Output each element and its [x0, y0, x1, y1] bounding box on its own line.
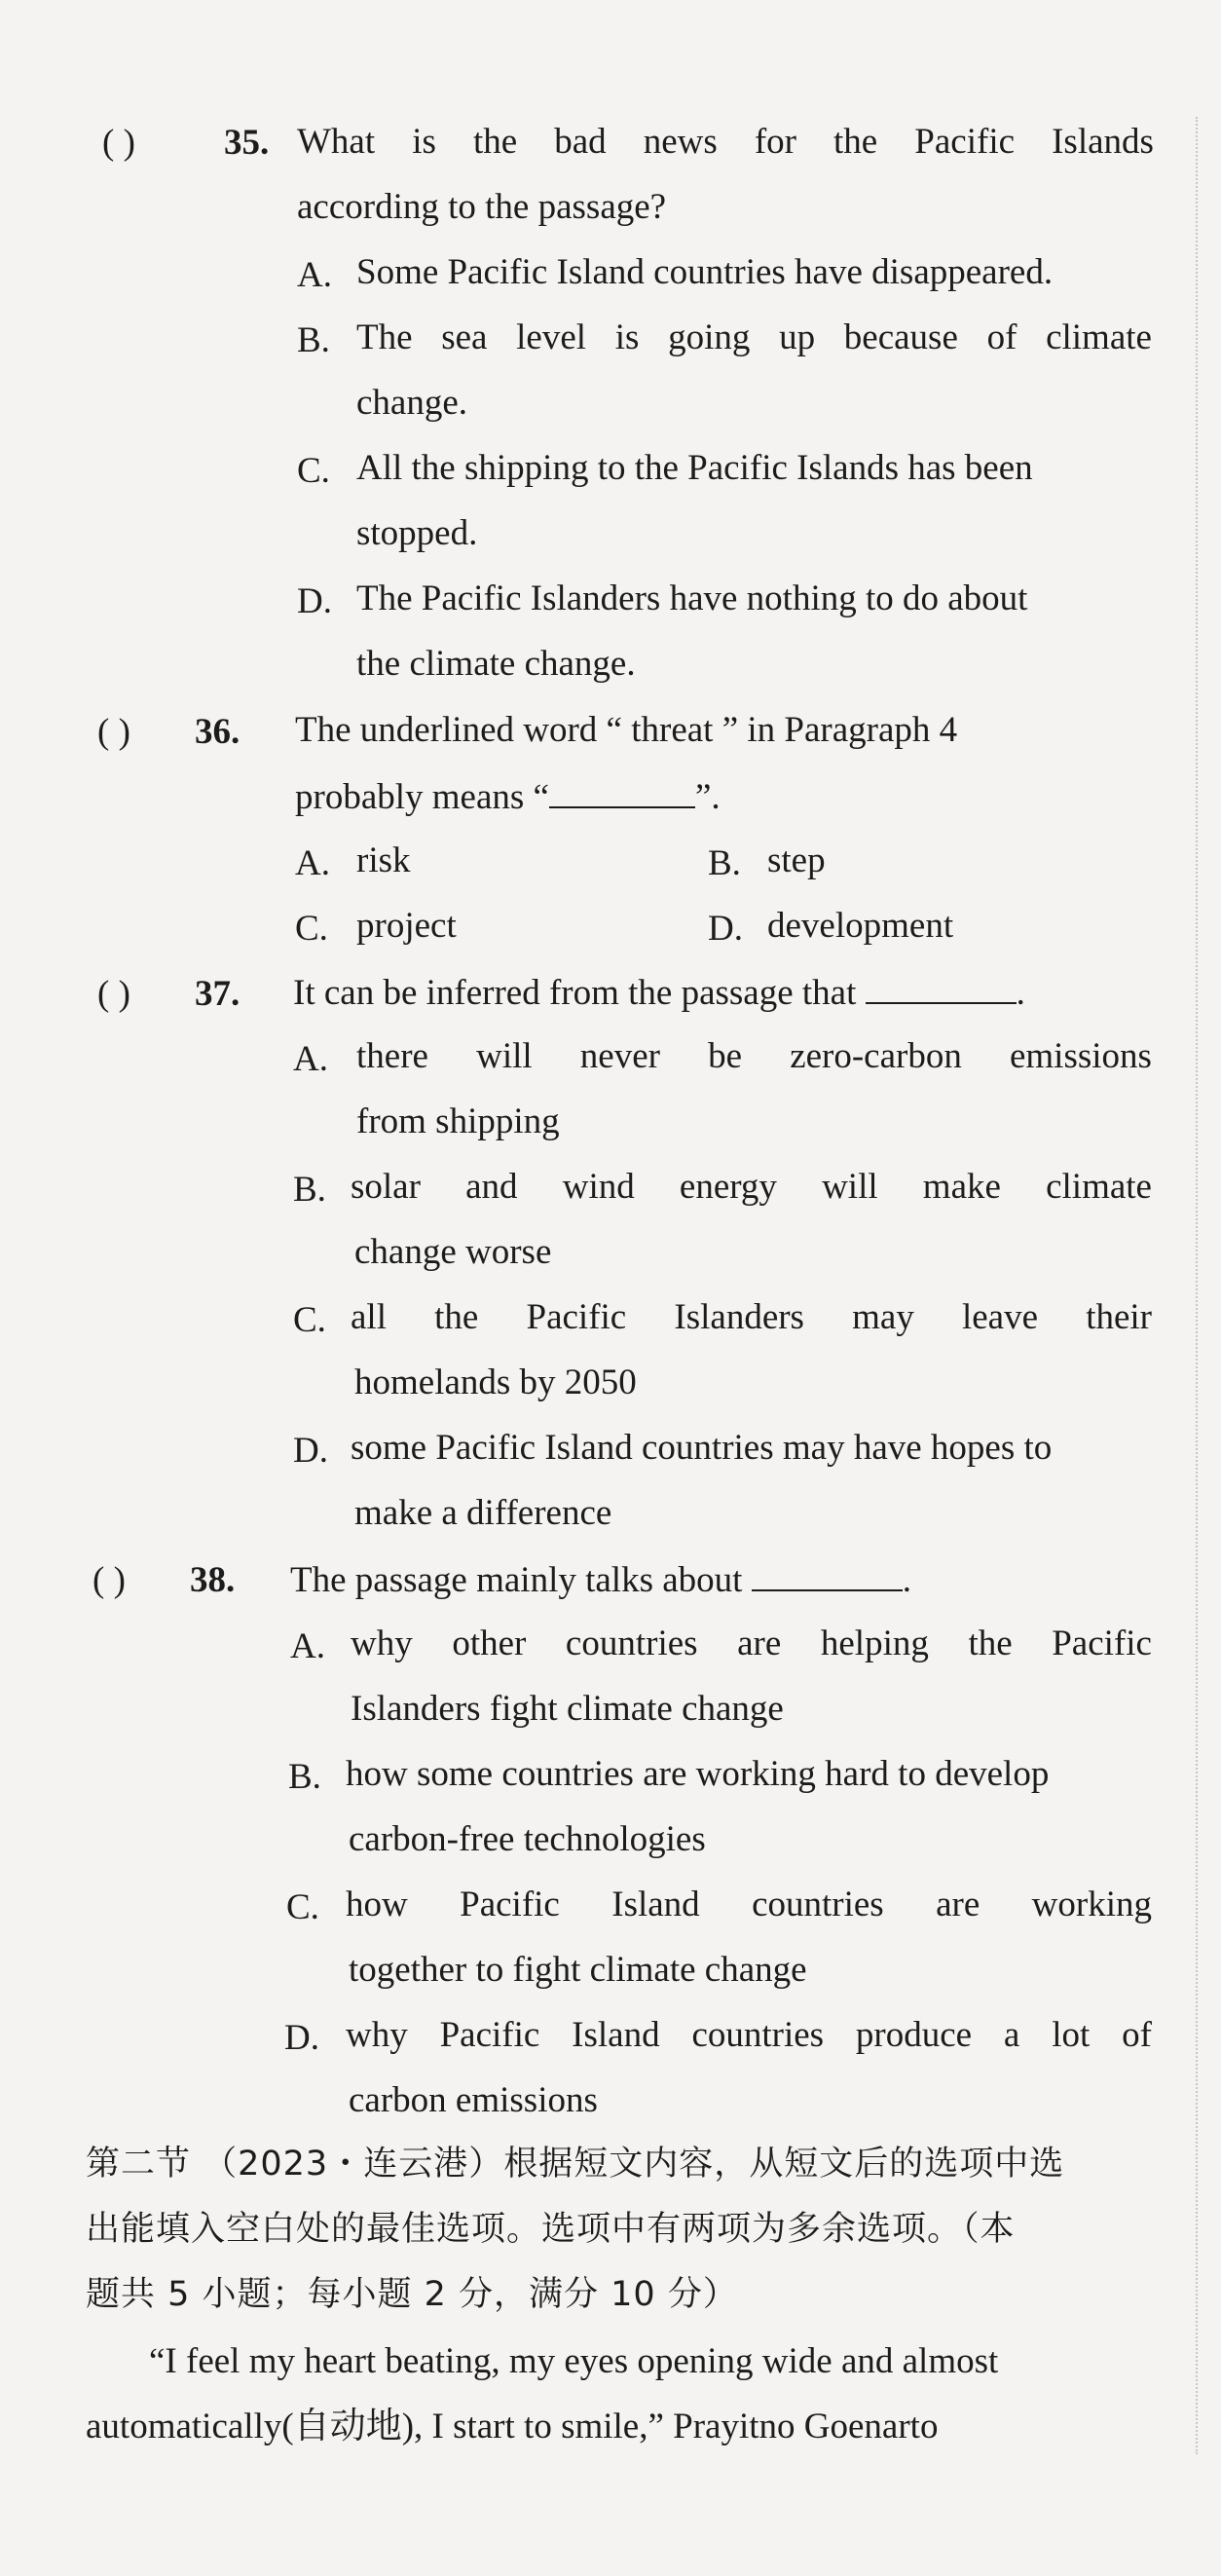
option-letter-a: A.: [297, 255, 332, 295]
option-letter-a: A.: [295, 843, 330, 883]
option-a-text: risk: [356, 840, 411, 880]
option-letter-c: C.: [295, 909, 328, 949]
stem-text: The passage mainly talks about: [290, 1560, 743, 1600]
option-letter-a: A.: [290, 1626, 325, 1666]
question-stem-line-1: [293, 973, 1025, 1011]
stem-word: bad: [554, 122, 607, 162]
option-c-line-2: homelands by 2050: [354, 1363, 637, 1402]
option-d-line-2: the climate change.: [356, 644, 636, 684]
option-letter-d: D.: [708, 909, 743, 949]
stem-text: ”.: [694, 777, 721, 817]
option-letter-c: C.: [297, 451, 330, 491]
passage-line-1: “I feel my heart beating, my eyes opening wide and almost: [149, 2341, 999, 2381]
stem-word: the: [472, 122, 518, 162]
stem-word: the: [833, 122, 878, 162]
option-d-text: development: [767, 906, 954, 946]
margin-rule: [1196, 117, 1198, 2454]
option-letter-b: B.: [293, 1170, 326, 1210]
option-c-line-1: how Pacific Island countries are working: [346, 1885, 1152, 1924]
option-letter-b: B.: [288, 1757, 321, 1797]
answer-blank[interactable]: [752, 1560, 903, 1591]
option-c-line-1: All the shipping to the Pacific Islands has been: [356, 448, 1033, 488]
question-number: 35.: [224, 123, 270, 163]
option-a-line-1: there will never be zero-carbon emissions: [356, 1036, 1152, 1076]
stem-text: .: [902, 1560, 911, 1600]
instruction-line-3: 题共 5 小题；每小题 2 分，满分 10 分）: [86, 2275, 738, 2314]
option-c-text: project: [356, 906, 457, 946]
instruction-line-1: 第二节 （2023・连云港）根据短文内容，从短文后的选项中选: [86, 2145, 1065, 2184]
option-b-line-1: The sea level is going up because of climate: [356, 317, 1152, 357]
option-letter-a: A.: [293, 1039, 328, 1079]
option-b-line-2: change.: [356, 383, 468, 423]
answer-bracket[interactable]: ( ): [92, 1560, 126, 1600]
question-stem-line-2: [295, 777, 721, 815]
stem-text: .: [1016, 973, 1025, 1013]
option-c-line-1: all the Pacific Islanders may leave their: [351, 1297, 1152, 1337]
option-letter-c: C.: [286, 1887, 319, 1927]
option-c-line-2: together to fight climate change: [349, 1950, 807, 1990]
option-letter-d: D.: [293, 1431, 328, 1471]
question-stem-line-2: according to the passage?: [297, 187, 667, 227]
option-letter-c: C.: [293, 1300, 326, 1340]
option-d-line-1: why Pacific Island countries produce a lot of: [346, 2015, 1152, 2055]
stem-word: Islands: [1052, 122, 1154, 162]
option-d-line-2: carbon emissions: [349, 2080, 598, 2120]
option-d-line-1: The Pacific Islanders have nothing to do about: [356, 579, 1028, 618]
option-b-text: step: [767, 840, 826, 880]
stem-text: probably means “: [295, 777, 549, 817]
option-b-line-1: how some countries are working hard to develop: [346, 1754, 1050, 1794]
option-d-line-2: make a difference: [354, 1493, 612, 1533]
answer-blank[interactable]: [866, 973, 1017, 1004]
option-c-line-2: stopped.: [356, 513, 478, 553]
question-stem-line-1: [297, 124, 1154, 160]
question-number: 37.: [195, 974, 240, 1014]
instruction-line-2: 出能填入空白处的最佳选项。选项中有两项为多余选项。（本: [86, 2210, 1016, 2249]
stem-word: for: [754, 122, 796, 162]
option-b-line-2: change worse: [354, 1232, 552, 1272]
option-a-line-1: why other countries are helping the Pacific: [351, 1624, 1152, 1663]
question-stem-line-1: The underlined word “ threat ” in Paragraph 4: [295, 710, 958, 750]
option-b-line-2: carbon-free technologies: [349, 1819, 706, 1859]
stem-word: What: [297, 122, 376, 162]
stem-word: news: [643, 122, 718, 162]
question-number: 36.: [195, 712, 240, 752]
answer-bracket[interactable]: ( ): [102, 123, 135, 163]
answer-blank[interactable]: [549, 777, 695, 808]
stem-word: is: [412, 122, 436, 162]
option-a-text: Some Pacific Island countries have disappeared.: [356, 252, 1054, 292]
stem-word: Pacific: [914, 122, 1016, 162]
option-b-line-1: solar and wind energy will make climate: [351, 1167, 1152, 1207]
stem-text: It can be inferred from the passage that: [293, 973, 857, 1013]
question-stem-line-1: [290, 1560, 911, 1598]
option-letter-d: D.: [297, 581, 332, 621]
answer-bracket[interactable]: ( ): [97, 712, 130, 752]
option-letter-b: B.: [708, 843, 741, 883]
passage-line-2: automatically(自动地), I start to smile,” Prayitno Goenarto: [86, 2407, 939, 2446]
option-a-line-2: Islanders fight climate change: [351, 1689, 784, 1729]
question-number: 38.: [190, 1560, 236, 1600]
option-a-line-2: from shipping: [356, 1101, 560, 1141]
answer-bracket[interactable]: ( ): [97, 974, 130, 1014]
option-letter-b: B.: [297, 320, 330, 360]
option-d-line-1: some Pacific Island countries may have hopes to: [351, 1428, 1053, 1468]
option-letter-d: D.: [284, 2018, 319, 2058]
